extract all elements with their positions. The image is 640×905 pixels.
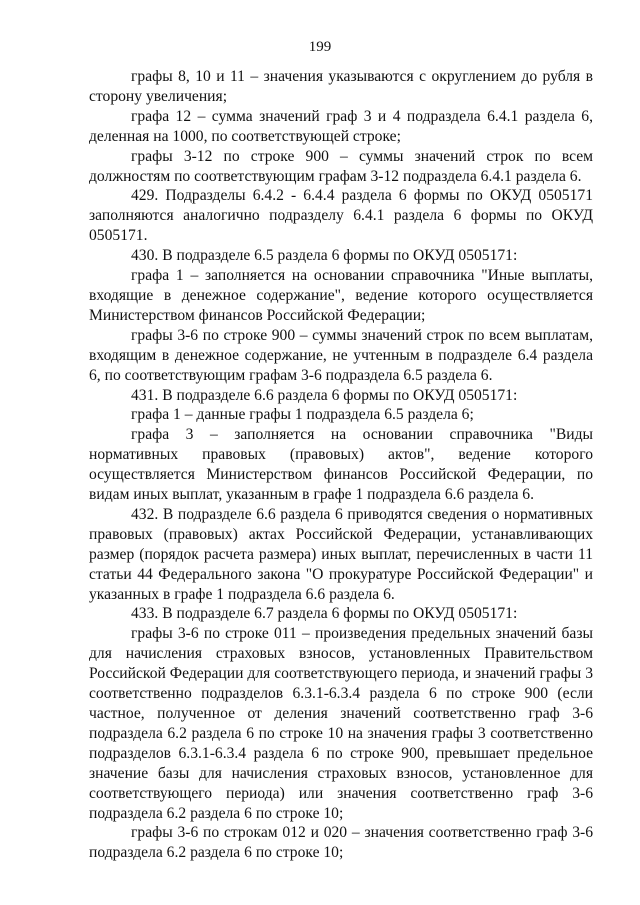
- paragraph-item-432: 432. В подразделе 6.6 раздела 6 приводятся сведения о нормативных правовых (правовых) актах Российской Федерации, устанавливающих размер (порядок расчета размера) иных выплат, перечисленных в части 11 статьи 44 Федерального закона "О прокуратуре Российской Федерации" и указанных в графе 1 подраздела 6.6 раздела 6.: [89, 505, 593, 603]
- paragraph-grafa-3-spravochnik: графа 3 – заполняется на основании справочника "Виды нормативных правовых (правовых) актов", ведение которого осуществляется Министерством финансов Российской Федерации, по видам иных выплат, указанным в графе 1 подраздела 6.6 раздела 6.: [89, 426, 593, 504]
- paragraph-grafa-1-dannye: графа 1 – данные графы 1 подраздела 6.5 раздела 6;: [131, 406, 474, 424]
- paragraph-item-431: 431. В подразделе 6.6 раздела 6 формы по ОКУД 0505171:: [131, 386, 518, 404]
- paragraph-grafa-12: графа 12 – сумма значений граф 3 и 4 подраздела 6.4.1 раздела 6, деленная на 1000, по соответствующей строке;: [89, 107, 593, 145]
- paragraph-grafa-1-spravochnik: графа 1 – заполняется на основании справочника "Иные выплаты, входящие в денежное содержание", ведение которого осуществляется Министерством финансов Российской Федерации;: [89, 267, 593, 324]
- paragraph-item-430: 430. В подразделе 6.5 раздела 6 формы по ОКУД 0505171:: [131, 247, 518, 265]
- paragraph-item-429: 429. Подразделы 6.4.2 - 6.4.4 раздела 6 формы по ОКУД 0505171 заполняются аналогично подразделу 6.4.1 раздела 6 формы по ОКУД 0505171.: [89, 187, 593, 245]
- document-body: [89, 67, 593, 863]
- paragraph-item-433: 433. В подразделе 6.7 раздела 6 формы по ОКУД 0505171:: [131, 605, 518, 623]
- page-number: 199: [308, 39, 332, 55]
- paragraph-grafy-3-6-stroka-900: графы 3-6 по строке 900 – суммы значений строк по всем выплатам, входящим в денежное содержание, не учтенным в подразделе 6.4 раздела 6, по соответствующим графам 3-6 подраздела 6.5 раздела 6.: [89, 326, 593, 384]
- paragraph-grafy-8-10-11: графы 8, 10 и 11 – значения указываются с округлением до рубля в сторону увеличения;: [89, 68, 593, 105]
- paragraph-grafy-3-12: графы 3-12 по строке 900 – суммы значений строк по всем должностям по соответствующим графам 3-12 подраздела 6.4.1 раздела 6.: [89, 147, 593, 185]
- paragraph-grafy-3-6-stroka-011: графы 3-6 по строке 011 – произведения предельных значений базы для начисления страховых взносов, установленных Правительством Российской Федерации для соответствующего периода, и значений графы 3 соответственно подразделов 6.3.1-6.3.4 раздела 6 по строке 900 (если частное, полученное от деления значений соответственно граф 3-6 подраздела 6.2 раздела 6 по строке 10 на значения графы 3 соответственно подразделов 6.3.1-6.3.4 раздела 6 по строке 900, превышает предельное значение базы для начисления страховых взносов, установленное для соответствующего периода) или значения соответственно граф 3-6 подраздела 6.2 раздела 6 по строке 10;: [89, 625, 593, 822]
- paragraph-grafy-3-6-stroki-012-020: графы 3-6 по строкам 012 и 020 – значения соответственно граф 3-6 подраздела 6.2 раздела 6 по строке 10;: [89, 824, 593, 862]
